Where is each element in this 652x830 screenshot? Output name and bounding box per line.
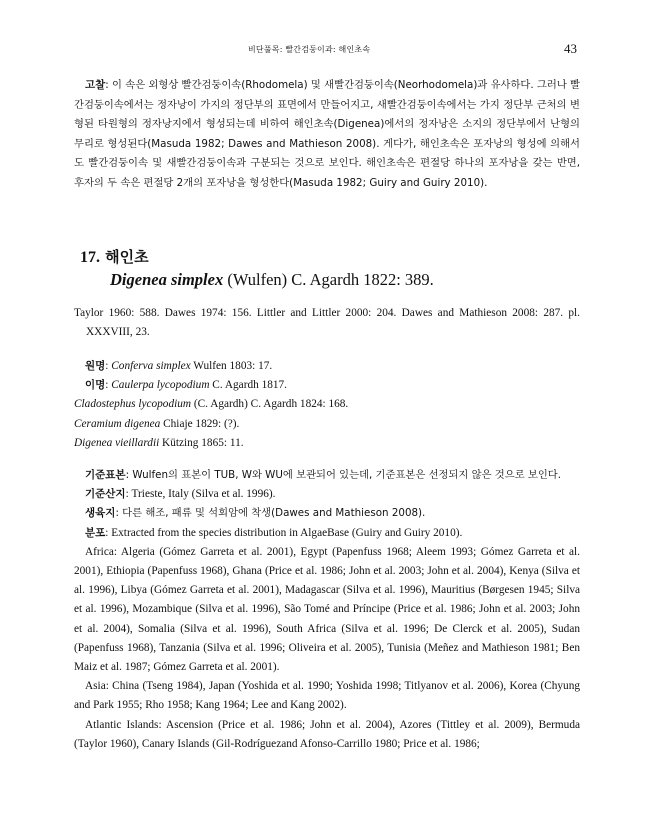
habitat-text: : 다른 해조, 패류 및 석회암에 착생(Dawes and Mathieson 2008). [115,507,426,520]
remarks-text: : 이 속은 외형상 빨간검둥이속(Rhodomela) 및 새빨간검둥이속(Neorhodomela)과 유사하다. 그러나 빨간검둥이속에서는 정자낭이 가지의 정단부의 표면에서 만들어지고, 새빨간검둥이속에서는 가지 정단부 근처의 변형된 타원형의 정자낭지에서 형성되는데 비하여 해인초속(Digenea)에서의 정자낭은 소지의 정단부에서 난형의 무리로 형성된다(Masuda 1982; Dawes and Mathieson 2008). 게다가, 해인초속은 포자낭의 형성에 의해서도 빨간검둥이속 및 새빨간검둥이속과 구분되는 것으로 보인다. 해인초속은 편절당 하나의 포자낭을 갖는 반면, 후자의 두 속은 편절당 2개의 포자낭을 형성한다(Masuda 1982; Guiry and Guiry 2010). [74,79,581,189]
details-section [74,466,580,754]
distribution-text: : Extracted from the species distribution in AlgaeBase (Guiry and Guiry 2010). [105,526,463,539]
species-number: 17. [80,249,100,266]
synonym-name: Cladostephus lycopodium [74,398,192,411]
synonyms-section: 원명: Conferva simplex Wulfen 1803: 17. 이명: Caulerpa lycopodium C. Agardh 1817. Cladostephus lycopodium (C. Agardh) C. Agardh 1824: 168. Ceramium digenea Chiaje 1829: (?). Digenea vieillardii Kützing 1865: 11. [74,360,349,449]
references-text: Taylor 1960: 588. Dawes 1974: 156. Littler and Littler 2000: 204. Dawes and Mathieson 2008: 287. pl. XXXVIII, 23. [74,307,580,339]
references-section [74,304,580,342]
synonym-label: 이명 [85,379,106,392]
type-text: : Wulfen의 표본이 TUB, W와 WU에 보관되어 있는데, 기준표본은 선정되지 않은 것으로 보인다. [125,469,562,481]
distribution-atlantic: Atlantic Islands: Ascension (Price et al. 1986; John et al. 2004), Azores (Tittley et al. 2009), Bermuda (Taylor 1960), Canary Islands (Gil-Rodríguezand Afonso-Carrillo 1980; Price et al. 1986; [74,718,580,750]
species-heading [80,246,434,290]
basionym-label: 원명 [85,360,106,372]
running-title: 비단풀목: 빨간검둥이과: 해인초속 [248,45,371,54]
distribution-africa: Africa: Algeria (Gómez Garreta et al. 2001), Egypt (Papenfuss 1968; Aleem 1993; Gómez Garreta et al. 2001), Ethiopia (Papenfuss 1968), Ghana (Price et al. 1986; John et al. 2003; John et al. 2004), Kenya (Silva et al. 1996), Libya (Gómez Garreta et al. 2001), Madagascar (Silva et al. 1996), Mauritius (Børgesen 1945; Silva et al. 1996), Mozambique (Silva et al. 1996), São Tomé and Príncipe (Price et al. 1986; John et al. 2003; John et al. 2004), Somalia (Silva et al. 1996), South Africa (Silva et al. 1996; De Clerck et al. 2005), Sudan (Papenfuss 1968), Tanzania (Silva et al. 1996; Oliveira et al. 2005), Tunisia (Meñez and Mathieson 1981; Ben Maiz et al. 1987; Gómez Garreta et al. 2001). [74,545,580,674]
synonym-name: Ceramium digenea [74,417,161,430]
species-scientific-line [110,270,434,290]
basionym-name: Conferva simplex [111,360,191,372]
synonym-name: Digenea vieillardii [74,436,160,449]
remarks-section [74,76,580,194]
habitat-label: 생육지 [85,507,116,520]
species-korean-name: 해인초 [105,248,149,266]
species-scientific-name: Digenea simplex [110,270,224,289]
basionym-authority: Wulfen 1803: 17. [190,360,273,372]
synonym-authority: (C. Agardh) C. Agardh 1824: 168. [191,398,349,411]
distribution-label: 분포 [85,526,106,539]
synonym-authority: Kützing 1865: 11. [159,436,244,449]
distribution-asia: Asia: China (Tseng 1984), Japan (Yoshida et al. 1990; Yoshida 1998; Titlyanov et al. 2006), Korea (Chyung and Park 1955; Rho 1958; Kang 1964; Lee and Kang 2002). [74,680,580,712]
synonym-name: Caulerpa lycopodium [111,379,210,392]
page-number: 43 [564,41,577,56]
synonym-authority: Chiaje 1829: (?). [160,417,240,430]
type-label: 기준표본 [85,469,126,481]
remarks-label: 고찰 [85,79,106,91]
species-authority: (Wulfen) C. Agardh 1822: 389. [223,270,434,289]
locality-text: : Trieste, Italy (Silva et al. 1996). [125,488,276,501]
locality-label: 기준산지 [85,488,126,501]
synonym-authority: C. Agardh 1817. [209,379,287,392]
